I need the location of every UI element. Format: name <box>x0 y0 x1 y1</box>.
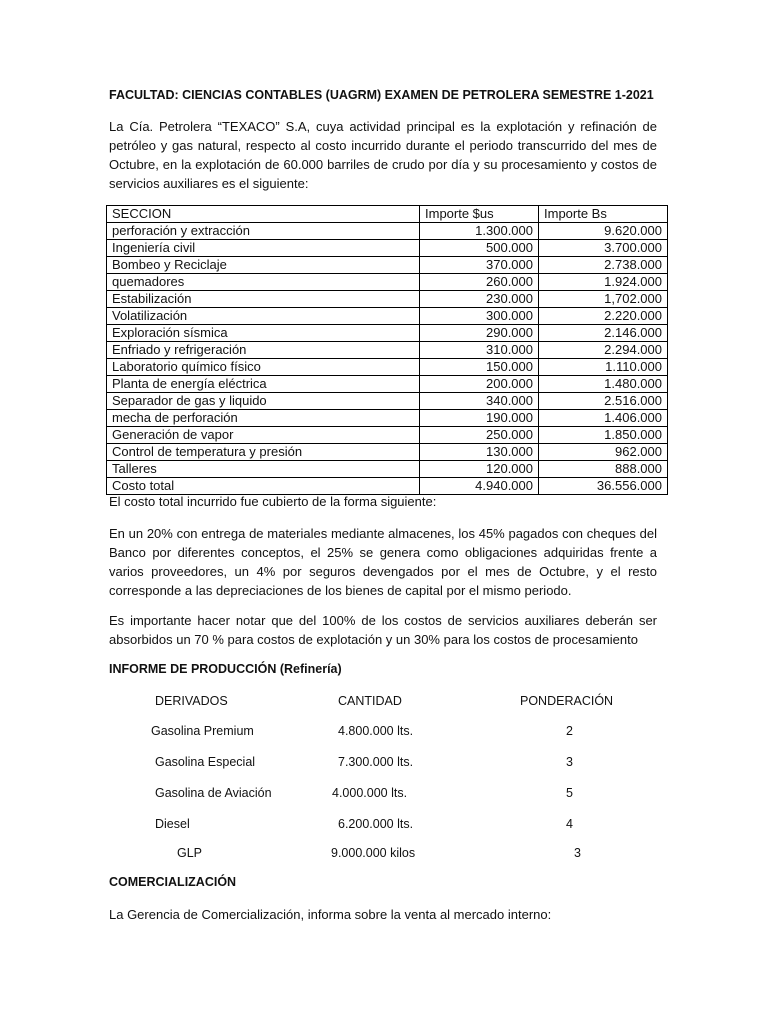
cell-bs: 2.146.000 <box>539 325 668 342</box>
cell-usd: 500.000 <box>420 240 539 257</box>
cell-bs: 3.700.000 <box>539 240 668 257</box>
cell-section: Generación de vapor <box>107 427 420 444</box>
cell-usd: 130.000 <box>420 444 539 461</box>
header-bs: Importe Bs <box>539 206 668 223</box>
table-row <box>107 274 668 291</box>
production-derivado: GLP <box>177 846 203 860</box>
table-header-row <box>107 206 668 223</box>
cell-usd: 250.000 <box>420 427 539 444</box>
production-header-ponderacion: PONDERACIÓN <box>520 694 614 708</box>
cell-bs: 2.294.000 <box>539 342 668 359</box>
cell-bs: 36.556.000 <box>539 478 668 495</box>
cell-bs: 1,702.000 <box>539 291 668 308</box>
intro-paragraph: La Cía. Petrolera “TEXACO” S.A, cuya actividad principal es la explotación y refinación de petróleo y gas natural, respecto al costo incurrido durante el periodo transcurrido del mes de Octubre, en la explotación de 60.000 barriles de crudo por día y su procesamiento y costos de servicios auxiliares es el siguiente: <box>109 119 657 191</box>
cell-usd: 1.300.000 <box>420 223 539 240</box>
header-usd: Importe $us <box>420 206 539 223</box>
cell-section: Estabilización <box>107 291 420 308</box>
cell-section: Laboratorio químico físico <box>107 359 420 376</box>
commercial-title: COMERCIALIZACIÓN <box>109 875 237 889</box>
table-row <box>107 461 668 478</box>
cell-bs: 1.850.000 <box>539 427 668 444</box>
table-row <box>107 291 668 308</box>
production-header-derivados: DERIVADOS <box>155 694 228 708</box>
table-row <box>107 257 668 274</box>
cell-bs: 1.924.000 <box>539 274 668 291</box>
cell-bs: 2.738.000 <box>539 257 668 274</box>
cell-usd: 120.000 <box>420 461 539 478</box>
cell-section: mecha de perforación <box>107 410 420 427</box>
production-cantidad: 4.000.000 lts. <box>332 786 408 800</box>
commercial-text: La Gerencia de Comercialización, informa sobre la venta al mercado interno: <box>109 907 552 922</box>
table-row <box>107 427 668 444</box>
cell-usd: 260.000 <box>420 274 539 291</box>
cell-usd: 300.000 <box>420 308 539 325</box>
exam-header: FACULTAD: CIENCIAS CONTABLES (UAGRM) EXAMEN DE PETROLERA SEMESTRE 1-2021 <box>109 88 654 102</box>
cell-usd: 230.000 <box>420 291 539 308</box>
table-row <box>107 410 668 427</box>
production-cantidad: 9.000.000 kilos <box>331 846 416 860</box>
production-cantidad: 7.300.000 lts. <box>338 755 414 769</box>
cell-section: Bombeo y Reciclaje <box>107 257 420 274</box>
cell-bs: 2.220.000 <box>539 308 668 325</box>
cell-bs: 2.516.000 <box>539 393 668 410</box>
costs-table <box>106 205 668 495</box>
payment-paragraph: En un 20% con entrega de materiales mediante almacenes, los 45% pagados con cheques del Banco por diferentes conceptos, el 25% se genera como obligaciones adquiridas frente a varios proveedores, un 4% por seguros devengados por el mes de Octubre, y el resto corresponde a las depreciaciones de los bienes de capital por el mismo periodo. <box>109 526 657 598</box>
production-ponderacion: 4 <box>566 817 573 831</box>
cell-bs: 962.000 <box>539 444 668 461</box>
cell-bs: 9.620.000 <box>539 223 668 240</box>
auxiliary-paragraph: Es importante hacer notar que del 100% de los costos de servicios auxiliares deberán ser absorbidos un 70 % para costos de explotación y un 30% para los costos de procesamiento <box>109 613 657 647</box>
cell-section: Costo total <box>107 478 420 495</box>
cell-section: Exploración sísmica <box>107 325 420 342</box>
production-title: INFORME DE PRODUCCIÓN (Refinería) <box>109 662 342 676</box>
production-ponderacion: 3 <box>574 846 581 860</box>
cell-section: quemadores <box>107 274 420 291</box>
cell-section: Talleres <box>107 461 420 478</box>
production-cantidad: 6.200.000 lts. <box>338 817 414 831</box>
production-derivado: Gasolina de Aviación <box>155 786 272 800</box>
production-ponderacion: 2 <box>566 724 573 738</box>
table-row <box>107 359 668 376</box>
table-row <box>107 223 668 240</box>
cell-section: Planta de energía eléctrica <box>107 376 420 393</box>
production-derivado: Gasolina Especial <box>155 755 256 769</box>
table-row <box>107 308 668 325</box>
cell-section: Separador de gas y liquido <box>107 393 420 410</box>
cell-usd: 190.000 <box>420 410 539 427</box>
production-derivado: Diesel <box>155 817 190 831</box>
production-cantidad: 4.800.000 lts. <box>338 724 414 738</box>
cell-section: Control de temperatura y presión <box>107 444 420 461</box>
table-row <box>107 325 668 342</box>
cell-section: perforación y extracción <box>107 223 420 240</box>
cell-section: Volatilización <box>107 308 420 325</box>
cell-bs: 1.406.000 <box>539 410 668 427</box>
production-ponderacion: 3 <box>566 755 573 769</box>
header-section: SECCION <box>107 206 420 223</box>
table-row <box>107 376 668 393</box>
cell-usd: 200.000 <box>420 376 539 393</box>
production-header-cantidad: CANTIDAD <box>338 694 402 708</box>
table-row <box>107 393 668 410</box>
cell-bs: 888.000 <box>539 461 668 478</box>
table-row <box>107 342 668 359</box>
table-row <box>107 240 668 257</box>
cell-bs: 1.110.000 <box>539 359 668 376</box>
cell-usd: 370.000 <box>420 257 539 274</box>
cell-usd: 310.000 <box>420 342 539 359</box>
after-table-text: El costo total incurrido fue cubierto de la forma siguiente: <box>109 494 437 509</box>
cell-section: Enfriado y refrigeración <box>107 342 420 359</box>
cell-bs: 1.480.000 <box>539 376 668 393</box>
cell-usd: 290.000 <box>420 325 539 342</box>
production-derivado: Gasolina Premium <box>151 724 254 738</box>
cell-usd: 4.940.000 <box>420 478 539 495</box>
cell-section: Ingeniería civil <box>107 240 420 257</box>
cell-usd: 150.000 <box>420 359 539 376</box>
cell-usd: 340.000 <box>420 393 539 410</box>
production-ponderacion: 5 <box>566 786 573 800</box>
table-row <box>107 444 668 461</box>
